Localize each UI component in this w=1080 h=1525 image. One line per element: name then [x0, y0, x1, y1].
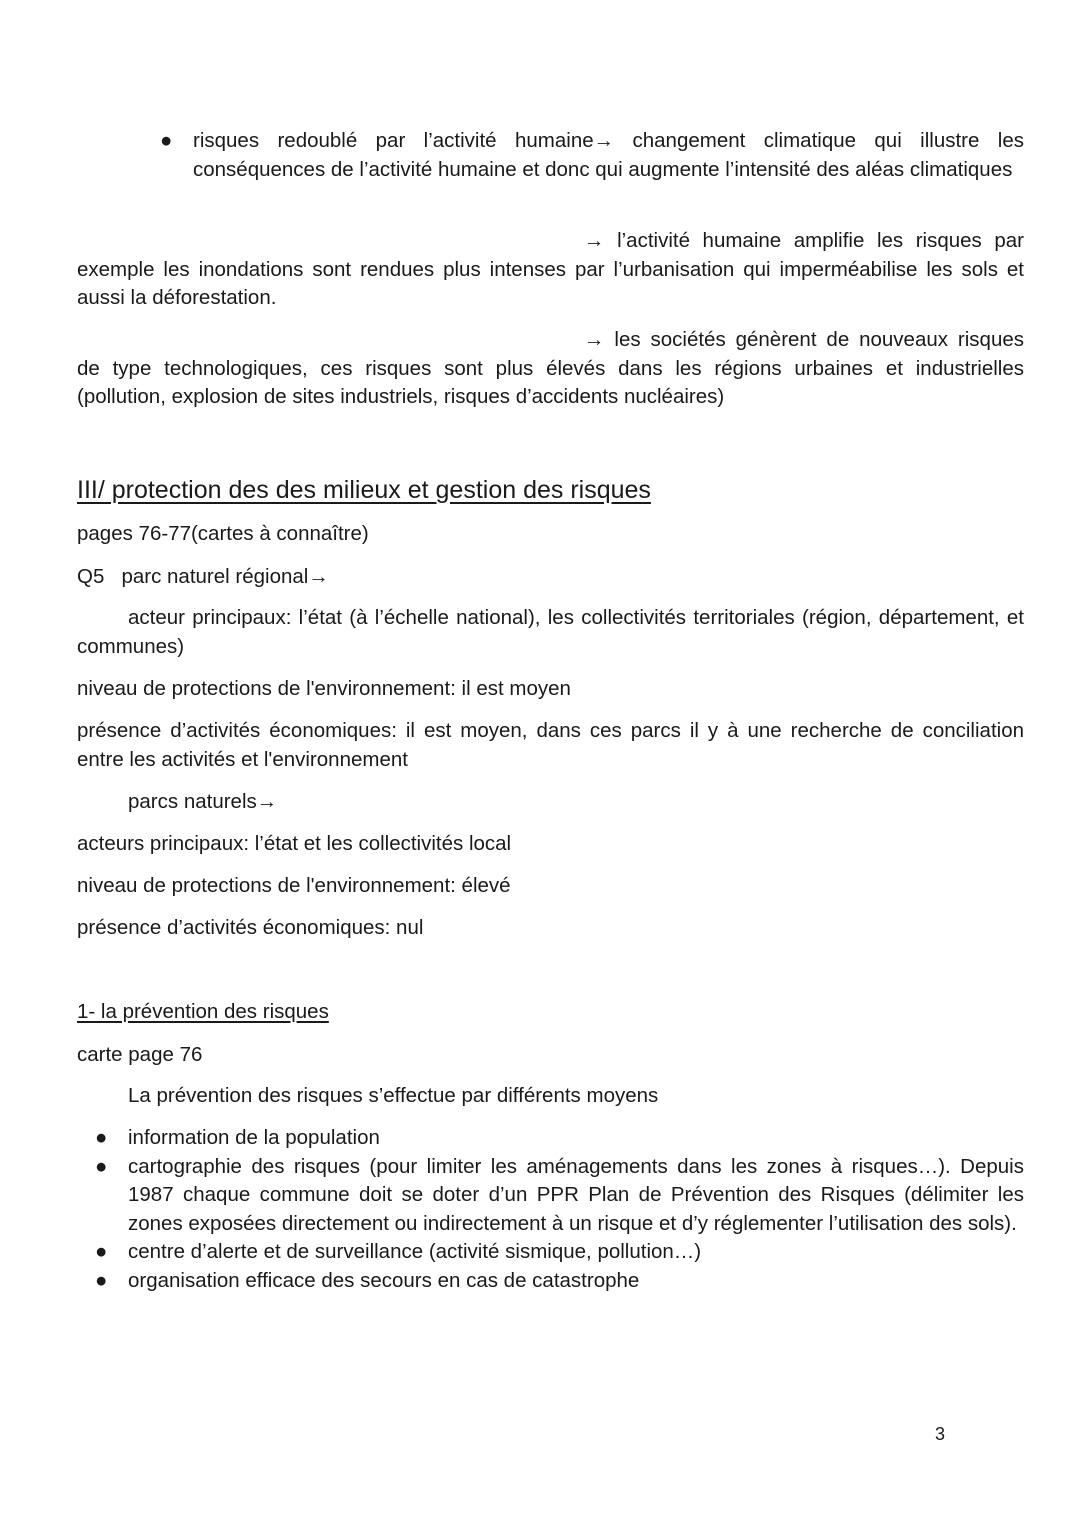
parks-economic-activity: présence d’activités économiques: nul — [77, 916, 424, 939]
regional-economic-activity: présence d’activités économiques: il est moyen, dans ces parcs il y à une recherche de conciliation entre les activités et l'environnement — [77, 719, 1024, 771]
list-item — [95, 1153, 1024, 1239]
q5-title: parc naturel régional→ — [121, 565, 329, 588]
list-item — [95, 1238, 1024, 1267]
bullet-icon: ● — [95, 1154, 108, 1178]
paragraph-new-risks: → les sociétés génèrent de nouveaux risques de type technologiques, ces risques sont plus élevés dans les régions urbaines et industrielles (pollution, explosion de sites industriels, risques d’accidents nucléaires) — [77, 328, 1024, 408]
top-bullet-text: risques redoublé par l’activité humaine→ changement climatique qui illustre les conséquences de l’activité humaine et donc qui augmente l’intensité des aléas climatiques — [193, 129, 1024, 181]
q5-label: Q5 — [77, 565, 105, 588]
list-item-text: cartographie des risques (pour limiter les aménagements dans les zones à risques…). Depuis 1987 chaque commune doit se doter d’un PPR Plan de Prévention des Risques (délimiter les zones exposées directement ou indirectement à un risque et d’y réglementer l’utilisation des sols). — [128, 1154, 1024, 1235]
subsection-heading-prevention: 1- la prévention des risques — [77, 1000, 329, 1023]
regional-protection-level: niveau de protections de l'environnement: il est moyen — [77, 677, 571, 700]
list-item — [95, 1124, 1024, 1153]
regional-actors: acteur principaux: l’état (à l’échelle national), les collectivités territoriales (région, département, et communes) — [77, 606, 1024, 658]
list-item — [95, 1267, 1024, 1296]
prevention-bullet-list — [95, 1124, 1024, 1295]
page-number: 3 — [935, 1424, 946, 1444]
bullet-icon: ● — [95, 1268, 108, 1292]
top-bullet-item — [160, 127, 1024, 184]
parks-title: parcs naturels→ — [128, 790, 278, 813]
list-item-text: organisation efficace des secours en cas de catastrophe — [128, 1268, 640, 1292]
q5-line — [77, 563, 1024, 592]
prevention-intro: La prévention des risques s’effectue par différents moyens — [128, 1084, 659, 1107]
parks-protection-level: niveau de protections de l'environnement: élevé — [77, 874, 511, 897]
list-item-text: information de la population — [128, 1126, 380, 1149]
section-heading-protection: III/ protection des des milieux et gestion des risques — [77, 476, 651, 504]
paragraph-amplify: → l’activité humaine amplifie les risques par exemple les inondations sont rendues plus intenses par l’urbanisation qui imperméabilise les sols et aussi la déforestation. — [77, 229, 1024, 309]
map-reference: carte page 76 — [77, 1043, 203, 1066]
list-item-text: centre d’alerte et de surveillance (activité sismique, pollution…) — [128, 1240, 702, 1263]
bullet-icon: ● — [95, 1240, 108, 1263]
bullet-icon: ● — [95, 1126, 108, 1149]
parks-actors: acteurs principaux: l’état et les collectivités local — [77, 832, 512, 855]
pages-reference: pages 76-77(cartes à connaître) — [77, 522, 369, 545]
bullet-icon: ● — [160, 129, 173, 152]
